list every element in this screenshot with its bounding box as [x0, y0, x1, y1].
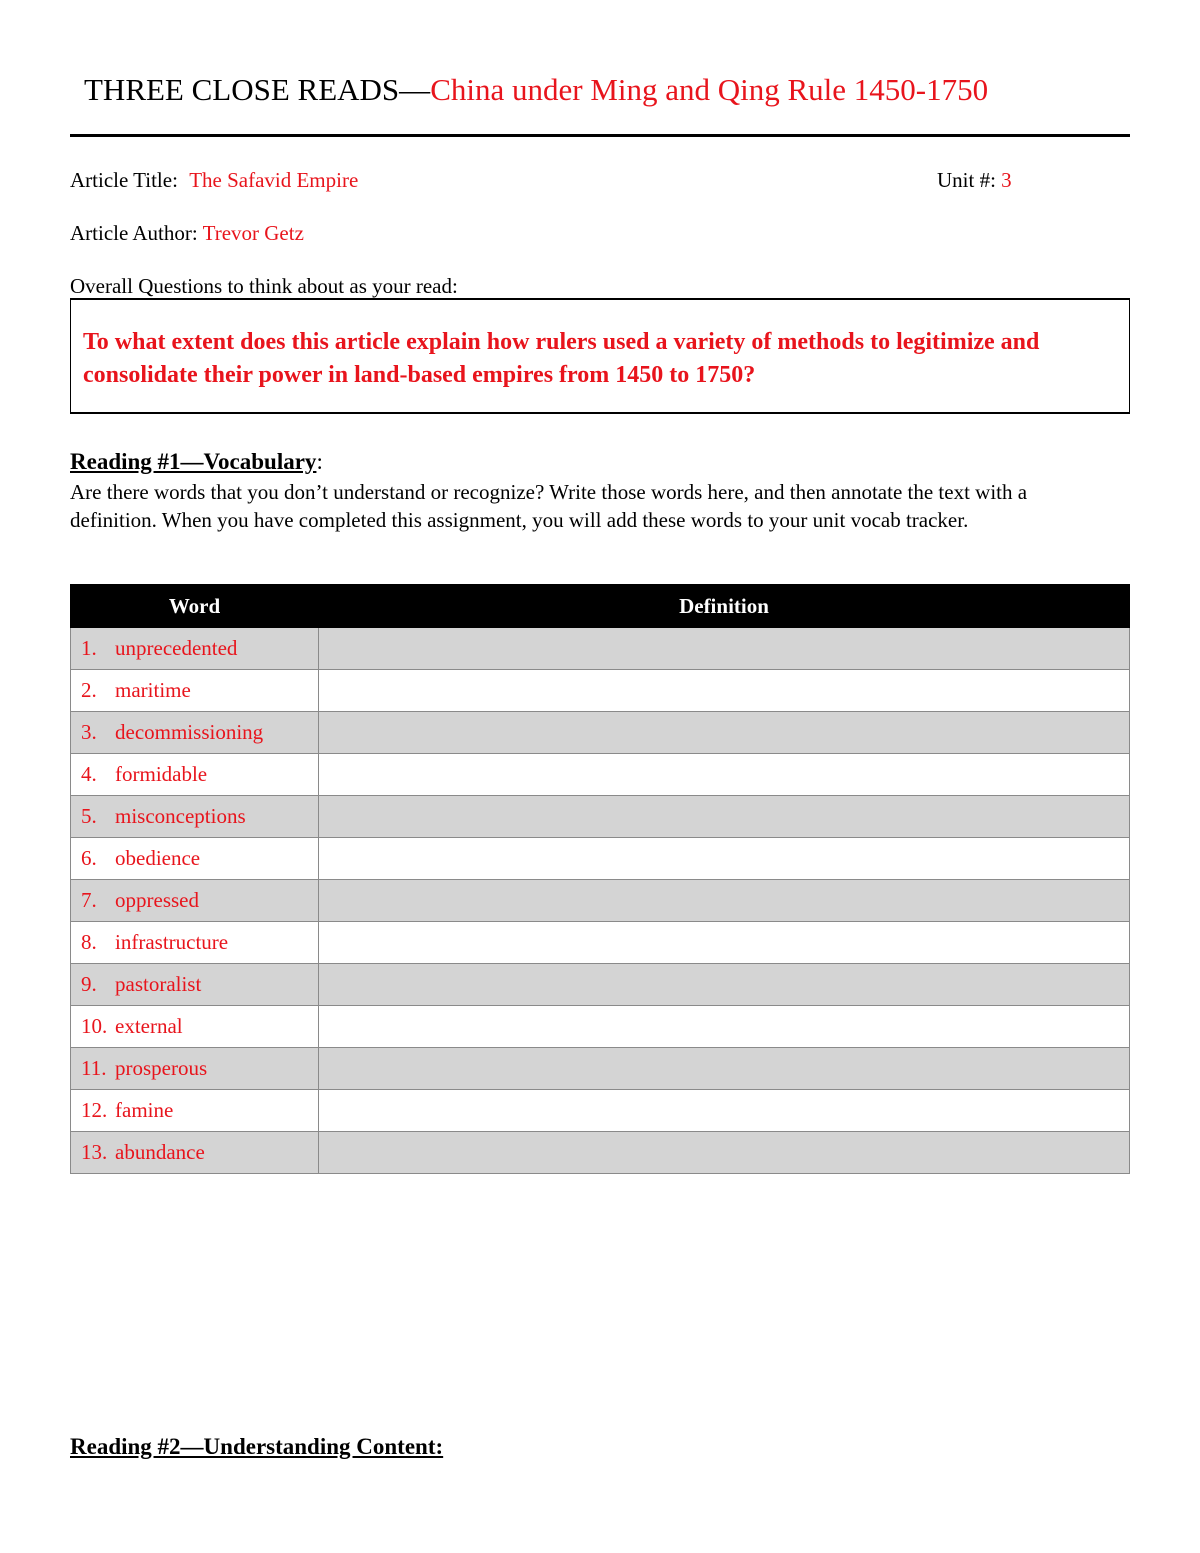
- vocab-definition-cell[interactable]: [319, 712, 1130, 754]
- vocab-row: [71, 712, 1130, 754]
- vocab-row: [71, 922, 1130, 964]
- vocab-definition-cell[interactable]: [319, 796, 1130, 838]
- unit-label: Unit #:: [937, 168, 996, 192]
- vocab-word-cell: [71, 1090, 319, 1132]
- vocab-row: [71, 964, 1130, 1006]
- vocab-number: 3.: [81, 720, 97, 744]
- vocab-row: [71, 628, 1130, 670]
- reading1-heading-colon: :: [316, 449, 323, 474]
- vocab-definition-cell[interactable]: [319, 754, 1130, 796]
- vocab-word-cell: [71, 880, 319, 922]
- vocab-number: 9.: [81, 972, 97, 996]
- article-title-label: Article Title:: [70, 168, 178, 192]
- overall-question-text: To what extent does this article explain how rulers used a variety of methods to legitimize and consolidate their power in land-based empires from 1450 to 1750?: [83, 329, 1040, 388]
- vocab-word: famine: [115, 1098, 174, 1122]
- vocab-number: 8.: [81, 930, 97, 954]
- vocab-number: 10.: [81, 1014, 108, 1038]
- article-author-line: [70, 221, 304, 246]
- vocab-definition-cell[interactable]: [319, 628, 1130, 670]
- reading1-instructions: Are there words that you don’t understand or recognize? Write those words here, and then annotate the text with a definition. When you have completed this assignment, you will add these words to your unit vocab tracker.: [70, 480, 1028, 532]
- overall-question-box: [70, 298, 1130, 414]
- vocab-definition-cell[interactable]: [319, 1048, 1130, 1090]
- vocab-row: [71, 670, 1130, 712]
- vocab-word-cell: [71, 1048, 319, 1090]
- vocab-row: [71, 1132, 1130, 1174]
- vocab-word-cell: [71, 964, 319, 1006]
- vocab-word-cell: [71, 754, 319, 796]
- vocab-word: abundance: [115, 1140, 205, 1164]
- vocab-word-cell: [71, 670, 319, 712]
- vocab-row: [71, 838, 1130, 880]
- reading1-heading-line: [70, 449, 323, 475]
- vocab-word: maritime: [115, 678, 191, 702]
- vocab-table: [70, 584, 1130, 1174]
- vocab-word-cell: [71, 1132, 319, 1174]
- article-title-line: [70, 168, 358, 193]
- vocab-word-cell: [71, 796, 319, 838]
- vocab-row: [71, 1090, 1130, 1132]
- reading2-heading-line: [70, 1434, 443, 1460]
- vocab-definition-cell[interactable]: [319, 1090, 1130, 1132]
- vocab-table-body: [71, 628, 1130, 1174]
- unit-value: 3: [1001, 168, 1012, 192]
- reading1-heading: Reading #1—Vocabulary: [70, 449, 317, 474]
- vocab-definition-cell[interactable]: [319, 1132, 1130, 1174]
- article-title-value: The Safavid Empire: [189, 168, 359, 192]
- vocab-word: external: [115, 1014, 183, 1038]
- vocab-row: [71, 880, 1130, 922]
- vocab-number: 11.: [81, 1056, 107, 1080]
- vocab-definition-cell[interactable]: [319, 838, 1130, 880]
- vocab-word-cell: [71, 1006, 319, 1048]
- article-author-label: Article Author:: [70, 221, 198, 245]
- vocab-row: [71, 796, 1130, 838]
- vocab-row: [71, 754, 1130, 796]
- vocab-word-cell: [71, 628, 319, 670]
- vocab-definition-cell[interactable]: [319, 964, 1130, 1006]
- vocab-word: infrastructure: [115, 930, 229, 954]
- vocab-word: obedience: [115, 846, 201, 870]
- vocab-word-cell: [71, 838, 319, 880]
- vocab-word: unprecedented: [115, 636, 238, 660]
- overall-questions-label: Overall Questions to think about as your read:: [70, 274, 458, 298]
- vocab-number: 2.: [81, 678, 97, 702]
- vocab-number: 12.: [81, 1098, 108, 1122]
- page-title: [84, 72, 988, 108]
- definition-column-header: Definition: [319, 585, 1130, 628]
- vocab-word: decommissioning: [115, 720, 264, 744]
- reading2-heading: Reading #2—Understanding Content:: [70, 1434, 444, 1459]
- vocab-number: 6.: [81, 846, 97, 870]
- vocab-word: misconceptions: [115, 804, 246, 828]
- article-author-value: Trevor Getz: [202, 221, 304, 245]
- vocab-word: formidable: [115, 762, 208, 786]
- vocab-definition-cell[interactable]: [319, 922, 1130, 964]
- page-title-topic: China under Ming and Qing Rule 1450-1750: [430, 72, 989, 107]
- vocab-definition-cell[interactable]: [319, 1006, 1130, 1048]
- title-divider: [70, 134, 1130, 137]
- word-column-header: Word: [71, 585, 319, 628]
- vocab-number: 5.: [81, 804, 97, 828]
- unit-line: [937, 168, 1012, 193]
- vocab-row: [71, 1006, 1130, 1048]
- vocab-table-header: [71, 585, 1130, 628]
- vocab-word-cell: [71, 712, 319, 754]
- vocab-definition-cell[interactable]: [319, 880, 1130, 922]
- vocab-number: 1.: [81, 636, 97, 660]
- page-title-prefix: THREE CLOSE READS—: [84, 72, 431, 107]
- vocab-row: [71, 1048, 1130, 1090]
- vocab-word: prosperous: [115, 1056, 208, 1080]
- vocab-word: oppressed: [115, 888, 199, 912]
- vocab-word: pastoralist: [115, 972, 202, 996]
- vocab-number: 4.: [81, 762, 97, 786]
- vocab-word-cell: [71, 922, 319, 964]
- vocab-number: 13.: [81, 1140, 108, 1164]
- vocab-number: 7.: [81, 888, 97, 912]
- vocab-definition-cell[interactable]: [319, 670, 1130, 712]
